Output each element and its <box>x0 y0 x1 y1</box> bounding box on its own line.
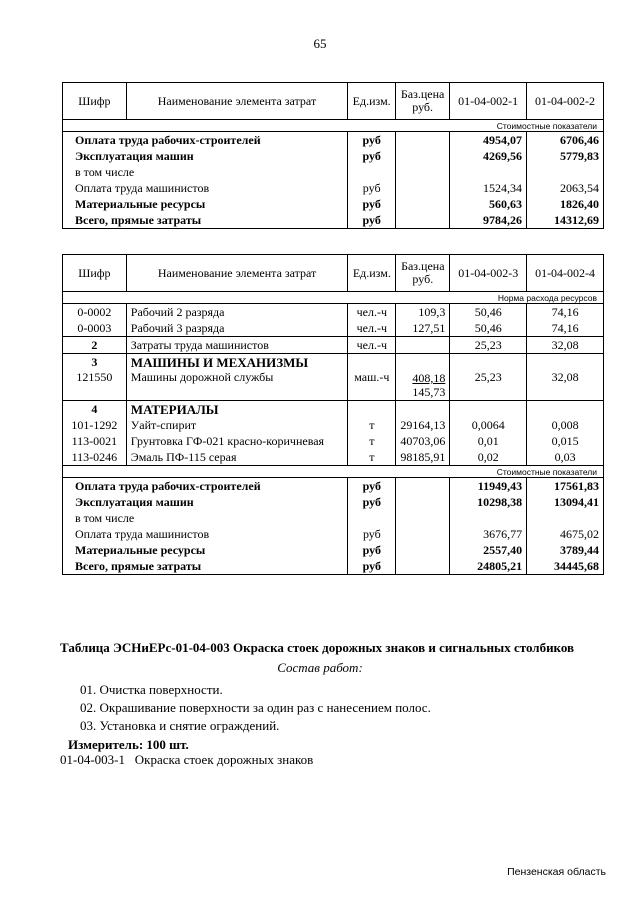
header-price-line1: Баз.цена <box>400 87 445 101</box>
row-name: Материальные ресурсы <box>63 196 348 212</box>
row-price: 98185,91 <box>396 449 450 466</box>
row-name: Рабочий 3 разряда <box>126 320 348 337</box>
row-unit: руб <box>348 148 396 164</box>
row-name: Эксплуатация машин <box>63 494 348 510</box>
row-price-second: 145,73 <box>412 385 446 399</box>
header-col-a: 01-04-002-1 <box>450 83 527 120</box>
table-row <box>63 148 604 164</box>
header-col-b: 01-04-002-4 <box>527 255 604 292</box>
row-value-a: 1524,34 <box>450 180 527 196</box>
table-header-row <box>63 83 604 120</box>
row-value-b: 5779,83 <box>527 148 604 164</box>
row-code: 0-0003 <box>63 320 127 337</box>
row-value-b: 13094,41 <box>527 494 604 510</box>
row-unit: чел.-ч <box>348 304 396 321</box>
row-unit: руб <box>348 494 396 510</box>
row-price-underlined: 408,18 <box>412 371 446 385</box>
row-code: 101-1292 <box>63 417 127 433</box>
row-unit: т <box>348 433 396 449</box>
row-value-a: 24805,21 <box>450 558 527 575</box>
row-name: Рабочий 2 разряда <box>126 304 348 321</box>
section-subtitle: Состав работ: <box>277 660 363 675</box>
row-value-a: 50,46 <box>450 320 527 337</box>
row-value-a: 25,23 <box>450 370 527 401</box>
row-code: 4 <box>63 401 127 418</box>
table-row <box>63 180 604 196</box>
row-value-b: 1826,40 <box>527 196 604 212</box>
row-name: МАТЕРИАЛЫ <box>126 401 348 418</box>
table-row <box>63 337 604 354</box>
row-value-b: 2063,54 <box>527 180 604 196</box>
row-price: 127,51 <box>396 320 450 337</box>
row-name: Оплата труда рабочих-строителей <box>63 478 348 495</box>
row-value-a: 560,63 <box>450 196 527 212</box>
row-name: Материальные ресурсы <box>63 542 348 558</box>
row-code: 113-0021 <box>63 433 127 449</box>
header-unit: Ед.изм. <box>348 255 396 292</box>
page-number: 65 <box>313 36 327 51</box>
table-row <box>63 526 604 542</box>
row-value-b: 6706,46 <box>527 132 604 149</box>
row-name: Всего, прямые затраты <box>63 558 348 575</box>
table-row <box>63 558 604 575</box>
row-value-b: 0,015 <box>527 433 604 449</box>
row-value-a: 10298,38 <box>450 494 527 510</box>
header-name: Наименование элемента затрат <box>126 255 348 292</box>
row-value-a: 3676,77 <box>450 526 527 542</box>
row-unit: т <box>348 449 396 466</box>
row-name: Оплата труда машинистов <box>63 180 348 196</box>
row-value-a: 9784,26 <box>450 212 527 229</box>
row-value-b: 74,16 <box>527 304 604 321</box>
row-price <box>396 370 450 401</box>
row-value-a: 11949,43 <box>450 478 527 495</box>
table-row <box>63 401 604 418</box>
row-value-a: 4269,56 <box>450 148 527 164</box>
row-value-a: 4954,07 <box>450 132 527 149</box>
row-value-b: 4675,02 <box>527 526 604 542</box>
table-row <box>63 164 604 180</box>
table-row <box>63 417 604 433</box>
resource-table-2 <box>62 254 604 575</box>
header-col-b: 01-04-002-2 <box>527 83 604 120</box>
header-col-a: 01-04-002-3 <box>450 255 527 292</box>
cost-table-1 <box>62 82 604 229</box>
row-name: Эмаль ПФ-115 серая <box>126 449 348 466</box>
row-value-b: 34445,68 <box>527 558 604 575</box>
row-unit: руб <box>348 196 396 212</box>
row-name: Оплата труда рабочих-строителей <box>63 132 348 149</box>
table-row <box>63 370 604 401</box>
row-code: 3 <box>63 354 127 371</box>
table-row <box>63 478 604 495</box>
row-name: Всего, прямые затраты <box>63 212 348 229</box>
row-value-b: 3789,44 <box>527 542 604 558</box>
section-label: Норма расхода ресурсов <box>63 292 604 304</box>
row-code: 2 <box>63 337 127 354</box>
row-value-a: 0,0064 <box>450 417 527 433</box>
table-row <box>63 196 604 212</box>
row-name: Оплата труда машинистов <box>63 526 348 542</box>
row-price: 109,3 <box>396 304 450 321</box>
row-unit: т <box>348 417 396 433</box>
table-row <box>63 433 604 449</box>
row-unit: руб <box>348 180 396 196</box>
row-name: Эксплуатация машин <box>63 148 348 164</box>
row-code: 0-0002 <box>63 304 127 321</box>
row-code: 113-0246 <box>63 449 127 466</box>
row-unit: руб <box>348 526 396 542</box>
table-row <box>63 132 604 149</box>
code-line: 01-04-003-1 Окраска стоек дорожных знаков <box>60 752 314 767</box>
row-unit: руб <box>348 558 396 575</box>
row-name: МАШИНЫ И МЕХАНИЗМЫ <box>126 354 348 371</box>
header-code: Шифр <box>63 255 127 292</box>
row-value-b: 0,03 <box>527 449 604 466</box>
row-value-b: 14312,69 <box>527 212 604 229</box>
measure-unit: Измеритель: 100 шт. <box>68 737 189 752</box>
row-value-b: 32,08 <box>527 370 604 401</box>
row-value-a: 0,02 <box>450 449 527 466</box>
table-row <box>63 304 604 321</box>
row-code: 121550 <box>63 370 127 401</box>
header-code: Шифр <box>63 83 127 120</box>
row-value-b: 0,008 <box>527 417 604 433</box>
row-unit: руб <box>348 212 396 229</box>
row-value-a: 50,46 <box>450 304 527 321</box>
table-row <box>63 510 604 526</box>
row-unit: чел.-ч <box>348 337 396 354</box>
table-row <box>63 542 604 558</box>
header-unit: Ед.изм. <box>348 83 396 120</box>
row-unit: чел.-ч <box>348 320 396 337</box>
row-value-b: 32,08 <box>527 337 604 354</box>
table-row <box>63 354 604 371</box>
row-value-a: 0,01 <box>450 433 527 449</box>
table-row <box>63 494 604 510</box>
row-name: в том числе <box>63 164 348 180</box>
row-value-b: 17561,83 <box>527 478 604 495</box>
header-price-line1: Баз.цена <box>401 259 445 273</box>
header-price-line2: руб. <box>412 100 434 114</box>
row-name: в том числе <box>63 510 348 526</box>
row-value-b: 74,16 <box>527 320 604 337</box>
work-step-1: 01. Очистка поверхности. <box>80 682 223 697</box>
footer-region: Пензенская область <box>507 866 606 878</box>
row-price: 40703,06 <box>396 433 450 449</box>
header-name: Наименование элемента затрат <box>126 83 347 120</box>
table-row <box>63 320 604 337</box>
row-name: Уайт-спирит <box>126 417 348 433</box>
section-label: Стоимостные показатели <box>63 120 604 132</box>
row-price: 29164,13 <box>396 417 450 433</box>
row-unit: руб <box>348 542 396 558</box>
row-value-a: 2557,40 <box>450 542 527 558</box>
row-unit: маш.-ч <box>348 370 396 401</box>
header-price <box>396 83 450 120</box>
header-price-line2: руб. <box>412 272 434 286</box>
section-title: Таблица ЭСНиЕРс-01-04-003 Окраска стоек дорожных знаков и сигнальных столбиков <box>60 640 575 655</box>
row-name: Затраты труда машинистов <box>126 337 348 354</box>
row-unit: руб <box>348 478 396 495</box>
table-header-row <box>63 255 604 292</box>
work-step-2: 02. Окрашивание поверхности за один раз с нанесением полос. <box>80 700 431 715</box>
work-step-3: 03. Установка и снятие ограждений. <box>80 718 280 733</box>
table-row <box>63 449 604 466</box>
row-name: Машины дорожной службы <box>126 370 348 401</box>
section-label: Стоимостные показатели <box>63 466 604 478</box>
header-price <box>396 255 450 292</box>
row-value-a: 25,23 <box>450 337 527 354</box>
table-row <box>63 212 604 229</box>
row-name: Грунтовка ГФ-021 красно-коричневая <box>126 433 348 449</box>
row-unit: руб <box>348 132 396 149</box>
